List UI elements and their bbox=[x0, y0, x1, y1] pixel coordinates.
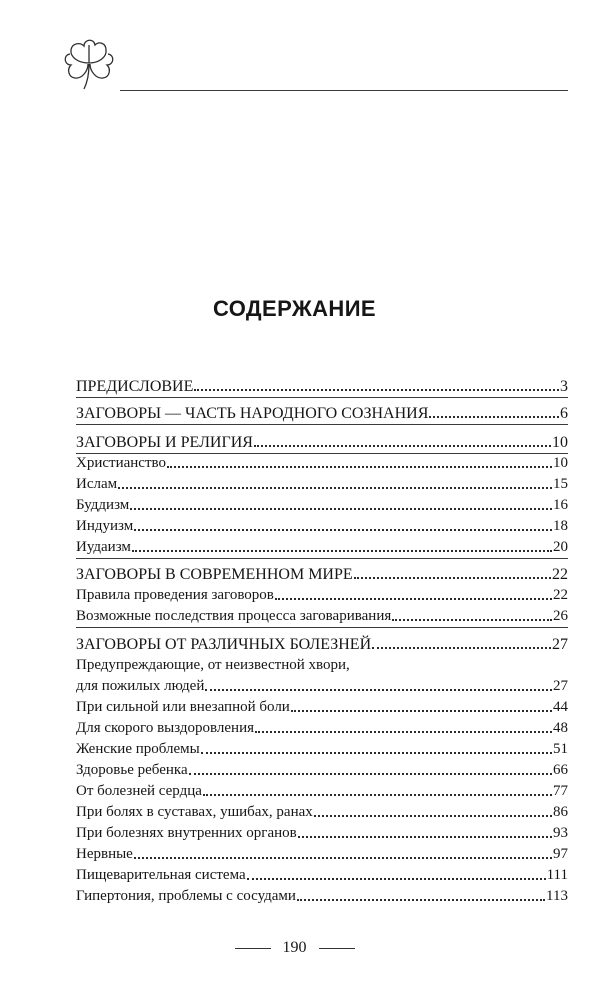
toc-page-number: 18 bbox=[553, 518, 568, 534]
toc-entry-row bbox=[76, 778, 568, 800]
toc-entry-label: Гипертония, проблемы с сосудами bbox=[76, 888, 296, 904]
toc-entry-label: Ислам bbox=[76, 476, 118, 492]
toc-page-number: 97 bbox=[553, 846, 568, 862]
dot-leader bbox=[298, 836, 552, 838]
toc-page-number: 66 bbox=[553, 762, 568, 778]
dot-leader bbox=[429, 416, 559, 418]
toc-entry-label: ЗАГОВОРЫ ОТ РАЗЛИЧНЫХ БОЛЕЗНЕЙ bbox=[76, 636, 372, 653]
toc-entry-row bbox=[76, 883, 568, 905]
header-rule bbox=[76, 90, 568, 91]
toc-entry-label: ЗАГОВОРЫ И РЕЛИГИЯ bbox=[76, 434, 253, 451]
toc-page-number: 10 bbox=[553, 455, 568, 471]
toc-entry-label: Возможные последствия процесса заговаривания bbox=[76, 608, 392, 624]
toc-section-row bbox=[76, 400, 568, 422]
section-divider bbox=[76, 397, 568, 398]
section-divider bbox=[76, 558, 568, 559]
toc-page-number: 3 bbox=[560, 378, 568, 395]
toc-section-row bbox=[76, 561, 568, 583]
dot-leader bbox=[118, 487, 552, 489]
toc-entry-label: От болезней сердца bbox=[76, 783, 202, 799]
dot-leader bbox=[254, 445, 551, 447]
toc-page-number: 27 bbox=[553, 678, 568, 694]
toc-entry-label: При болях в суставах, ушибах, ранах bbox=[76, 804, 313, 820]
toc-entry-label: При сильной или внезапной боли bbox=[76, 699, 290, 715]
toc-entry-label: Здоровье ребенка bbox=[76, 762, 188, 778]
toc-page-number: 22 bbox=[553, 587, 568, 603]
toc-entry-row bbox=[76, 492, 568, 514]
toc-page-number: 22 bbox=[552, 566, 568, 583]
toc-page-number: 77 bbox=[553, 783, 568, 799]
toc-page-number: 93 bbox=[553, 825, 568, 841]
dot-leader bbox=[201, 752, 552, 754]
dot-leader bbox=[189, 773, 552, 775]
toc-entry-row bbox=[76, 799, 568, 821]
dot-leader bbox=[354, 577, 551, 579]
toc-entry-label: Предупреждающие, от неизвестной хвори, bbox=[76, 657, 350, 673]
toc-entry-label: Для скорого выздоровления bbox=[76, 720, 255, 736]
toc-entry-label: ЗАГОВОРЫ В СОВРЕМЕННОМ МИРЕ bbox=[76, 566, 353, 583]
toc-page-number: 20 bbox=[553, 539, 568, 555]
toc-entry-label: Правила проведения заговоров bbox=[76, 587, 274, 603]
toc-page-number: 10 bbox=[552, 434, 568, 451]
toc-page-number: 111 bbox=[546, 867, 568, 883]
toc-entry-row bbox=[76, 736, 568, 758]
toc-section-row bbox=[76, 429, 568, 451]
toc-entry-label: При болезнях внутренних органов bbox=[76, 825, 297, 841]
toc-entry-row bbox=[76, 450, 568, 472]
toc-entry-label: ПРЕДИСЛОВИЕ bbox=[76, 378, 194, 395]
toc-page-number: 6 bbox=[560, 405, 568, 422]
dot-leader bbox=[167, 466, 552, 468]
toc-entry-row bbox=[76, 841, 568, 863]
clover-icon bbox=[58, 33, 120, 95]
toc-entry-label: ЗАГОВОРЫ — ЧАСТЬ НАРОДНОГО СОЗНАНИЯ bbox=[76, 405, 429, 422]
toc-entry-label: Буддизм bbox=[76, 497, 130, 513]
toc-section-row bbox=[76, 373, 568, 395]
toc-entry-label: Христианство bbox=[76, 455, 166, 471]
toc-entry-row bbox=[76, 582, 568, 604]
toc-page-number: 15 bbox=[553, 476, 568, 492]
toc-page-number: 51 bbox=[553, 741, 568, 757]
dot-leader bbox=[134, 529, 552, 531]
toc-page-number: 27 bbox=[552, 636, 568, 653]
section-divider bbox=[76, 424, 568, 425]
toc-page-number: 44 bbox=[553, 699, 568, 715]
dot-leader bbox=[205, 689, 552, 691]
toc-section-row bbox=[76, 631, 568, 653]
page-number: 190 bbox=[282, 939, 307, 956]
dot-leader bbox=[275, 598, 552, 600]
dot-leader bbox=[132, 550, 552, 552]
toc-page-number: 113 bbox=[546, 888, 568, 904]
dot-leader bbox=[314, 815, 552, 817]
toc-entry-label: для пожилых людей bbox=[76, 678, 205, 694]
toc-entry-row bbox=[76, 862, 568, 884]
section-divider bbox=[76, 627, 568, 628]
dot-leader bbox=[297, 899, 545, 901]
page-footer bbox=[0, 936, 589, 960]
toc-entry-row bbox=[76, 603, 568, 625]
toc-entry-row bbox=[76, 471, 568, 493]
toc-entry-row bbox=[76, 820, 568, 842]
toc-page-number: 48 bbox=[553, 720, 568, 736]
toc-entry-row bbox=[76, 694, 568, 716]
dot-leader bbox=[134, 857, 552, 859]
toc-entry-row bbox=[76, 715, 568, 737]
dot-leader bbox=[372, 647, 551, 649]
toc-entry-row bbox=[76, 757, 568, 779]
dot-leader bbox=[247, 878, 546, 880]
dot-leader bbox=[194, 389, 559, 391]
toc-entry-row bbox=[76, 534, 568, 556]
toc-entry-label: Нервные bbox=[76, 846, 133, 862]
toc-entry-row bbox=[76, 673, 568, 695]
footer-dash-left bbox=[235, 948, 271, 949]
dot-leader bbox=[392, 619, 552, 621]
dot-leader bbox=[291, 710, 552, 712]
toc-entry-label: Пищеварительная система bbox=[76, 867, 246, 883]
dot-leader bbox=[130, 508, 552, 510]
dot-leader bbox=[255, 731, 552, 733]
toc-entry-row bbox=[76, 652, 568, 674]
page-title: СОДЕРЖАНИЕ bbox=[212, 296, 377, 321]
dot-leader bbox=[203, 794, 552, 796]
footer-dash-right bbox=[319, 948, 355, 949]
toc-entry-label: Женские проблемы bbox=[76, 741, 200, 757]
toc-entry-label: Индуизм bbox=[76, 518, 134, 534]
toc-page-number: 86 bbox=[553, 804, 568, 820]
toc-entry-label: Иудаизм bbox=[76, 539, 131, 555]
toc-page-number: 26 bbox=[553, 608, 568, 624]
toc-entry-row bbox=[76, 513, 568, 535]
toc-page-number: 16 bbox=[553, 497, 568, 513]
